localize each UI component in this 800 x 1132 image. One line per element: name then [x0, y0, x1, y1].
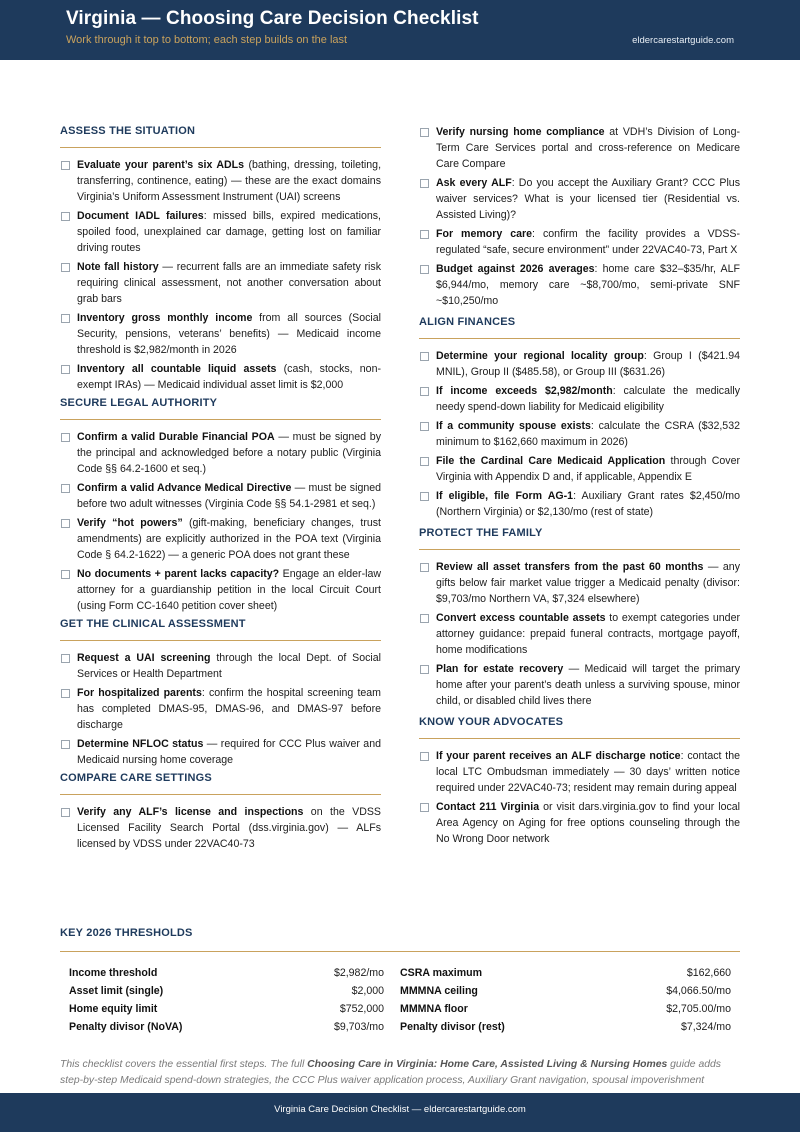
- thresholds-section: [60, 926, 740, 1039]
- checklist-item-lead: Review all asset transfers from the past 60 months: [436, 561, 704, 573]
- checkbox[interactable]: [420, 230, 429, 239]
- section-heading-assess: ASSESS THE SITUATION: [60, 124, 381, 148]
- checklist-item: [419, 175, 740, 223]
- checklist-item-text: [77, 157, 381, 205]
- section-heading-family: PROTECT THE FAMILY: [419, 526, 740, 550]
- thresholds-heading: KEY 2026 THRESHOLDS: [60, 926, 740, 952]
- checklist-item: [419, 559, 740, 607]
- checklist-item-lead: Document IADL failures: [77, 210, 204, 222]
- checklist-item: [60, 429, 381, 477]
- checklist-item-lead: Confirm a valid Advance Medical Directive: [77, 482, 292, 494]
- checklist-item: [60, 259, 381, 307]
- checkbox[interactable]: [61, 484, 70, 493]
- checklist-item-text: [436, 175, 740, 223]
- checklist-item-lead: Budget against 2026 averages: [436, 263, 595, 275]
- checklist-item-text: [77, 208, 381, 256]
- checklist-item-text: [436, 799, 740, 847]
- checklist-item-text: [436, 418, 740, 450]
- checklist-advocates: [419, 748, 740, 847]
- threshold-value: $2,705.00/mo: [666, 1003, 731, 1015]
- checklist-item-text: [436, 453, 740, 485]
- checklist-item-detail: : home care $32–$35/hr, ALF $6,944/mo, memory care ~$8,700/mo, semi-private SNF ~$10,250/mo: [436, 263, 740, 307]
- checklist-item-text: [436, 226, 740, 258]
- checkbox[interactable]: [61, 689, 70, 698]
- left-column: [60, 124, 381, 855]
- checklist-item-detail: at VDH’s Division of Long-Term Care Services portal and cross-reference on Medicare Care Compare: [436, 126, 740, 170]
- checklist-assess: [60, 157, 381, 393]
- footer-text: Virginia Care Decision Checklist — eldercarestartguide.com: [274, 1104, 526, 1115]
- checklist-clinical: [60, 650, 381, 768]
- checklist-item: [419, 453, 740, 485]
- checklist-item-detail: — Medicaid will target the primary home after your parent’s death unless a surviving spouse, minor child, or disabled child lives there: [436, 663, 740, 707]
- checkbox[interactable]: [420, 614, 429, 623]
- right-column: [419, 124, 740, 850]
- page-header: [0, 0, 800, 60]
- checklist-item-lead: Verify “hot powers”: [77, 517, 183, 529]
- checklist-item-detail: to exempt categories under attorney guidance: prepaid funeral contracts, mortgage payoff, home modifications: [436, 612, 740, 656]
- checklist-compare-left: [60, 804, 381, 852]
- checklist-item-lead: File the Cardinal Care Medicaid Application: [436, 455, 666, 467]
- checklist-item-lead: Contact 211 Virginia: [436, 801, 540, 813]
- checklist-item-text: [77, 310, 381, 358]
- checklist-item-text: [77, 650, 381, 682]
- checklist-item-text: [436, 559, 740, 607]
- section-heading-finances: ALIGN FINANCES: [419, 315, 740, 339]
- checkbox[interactable]: [420, 128, 429, 137]
- checklist-item-detail: : Do you accept the Auxiliary Grant? CCC Plus waiver services? What is your licensed tier (Residential vs. Assisted Living)?: [436, 177, 740, 221]
- threshold-value: $4,066.50/mo: [666, 985, 731, 997]
- checklist-item: [419, 383, 740, 415]
- checklist-item: [419, 418, 740, 450]
- checklist-item-lead: Plan for estate recovery: [436, 663, 564, 675]
- checkbox[interactable]: [61, 365, 70, 374]
- checklist-item: [60, 804, 381, 852]
- checklist-item-lead: For hospitalized parents: [77, 687, 202, 699]
- checklist-item: [419, 661, 740, 709]
- checklist-item: [60, 208, 381, 256]
- checklist-item-detail: (gift-making, beneficiary changes, trust amendments) are explicitly authorized in the POA text (Virginia Code § 64.2-1622) — a generic POA does not grant these: [77, 517, 381, 561]
- checklist-legal: [60, 429, 381, 614]
- checklist-item-lead: Determine NFLOC status: [77, 738, 204, 750]
- checklist-item: [60, 361, 381, 393]
- checklist-item: [60, 736, 381, 768]
- checklist-item-lead: Verify any ALF’s license and inspections: [77, 806, 304, 818]
- checkbox[interactable]: [61, 161, 70, 170]
- footnote-rest: guide adds step-by-step Medicaid spend-down strategies, the CCC Plus waiver application process, Auxiliary Grant navigation, spousal impoverishment: [60, 1059, 721, 1086]
- checklist-item-detail: : contact the local LTC Ombudsman immediately — 30 days’ written notice required under 22VAC40-73; resident may remain during appeal: [436, 750, 740, 794]
- checklist-item-text: [436, 661, 740, 709]
- checkbox[interactable]: [420, 665, 429, 674]
- checklist-item: [419, 124, 740, 172]
- checklist-item: [419, 799, 740, 847]
- checklist-item-detail: : missed bills, expired medications, spoiled food, unexplained car damage, getting lost on familiar driving routes: [77, 210, 381, 254]
- checklist-item: [60, 566, 381, 614]
- threshold-value: $752,000: [339, 1003, 384, 1015]
- checklist-item-detail: or visit dars.virginia.gov to find your local Area Agency on Aging for free options counseling through the No Wrong Door network: [436, 801, 740, 845]
- checklist-item: [60, 157, 381, 205]
- checklist-item-text: [77, 259, 381, 307]
- threshold-row: [60, 967, 740, 985]
- checklist-item: [60, 310, 381, 358]
- checkbox[interactable]: [61, 740, 70, 749]
- checklist-finances: [419, 348, 740, 520]
- checklist-item-lead: Inventory all countable liquid assets: [77, 363, 277, 375]
- checklist-item-detail: Engage an elder-law attorney for a guardianship petition in the local Circuit Court (using Form CC-1640 petition cover sheet): [77, 568, 381, 612]
- threshold-value: $2,000: [351, 985, 384, 997]
- checklist-item-text: [77, 480, 381, 512]
- checklist-item-detail: from all sources (Social Security, pensions, veterans’ benefits) — Medicaid income threshold is $2,982/month in 2026: [77, 312, 381, 356]
- checklist-item-text: [77, 566, 381, 614]
- threshold-label: CSRA maximum: [400, 967, 483, 979]
- checklist-item-lead: Inventory gross monthly income: [77, 312, 253, 324]
- page-footer: [0, 1093, 800, 1132]
- checklist-item-detail: through Cover Virginia with Appendix D and, if applicable, Appendix E: [436, 455, 740, 483]
- section-heading-compare: COMPARE CARE SETTINGS: [60, 771, 381, 795]
- checklist-item-detail: (bathing, dressing, toileting, transferring, continence, eating) — these are the exact domains Virginia’s Uniform Assessment Instrument (UAI) screens: [77, 159, 382, 203]
- checklist-item-text: [77, 804, 381, 852]
- threshold-value: $9,703/mo: [333, 1021, 384, 1033]
- header-site-link[interactable]: eldercarestartguide.com: [632, 35, 734, 46]
- checkbox[interactable]: [420, 457, 429, 466]
- checklist-item-text: [436, 261, 740, 309]
- checkbox[interactable]: [420, 803, 429, 812]
- checklist-item-text: [77, 429, 381, 477]
- checklist-item-lead: Convert excess countable assets: [436, 612, 606, 624]
- checkbox[interactable]: [61, 314, 70, 323]
- threshold-row: [60, 1003, 740, 1021]
- checkbox[interactable]: [420, 179, 429, 188]
- section-heading-advocates: KNOW YOUR ADVOCATES: [419, 715, 740, 739]
- checklist-item-detail: — required for CCC Plus waiver and Medicaid nursing home coverage: [77, 738, 381, 766]
- checkbox[interactable]: [61, 808, 70, 817]
- checklist-item-lead: No documents + parent lacks capacity?: [77, 568, 280, 580]
- threshold-value: $7,324/mo: [680, 1021, 731, 1033]
- checklist-item: [60, 650, 381, 682]
- footnote: [60, 1057, 740, 1089]
- checklist-item-text: [77, 515, 381, 563]
- checklist-item-detail: : calculate the medically needy spend-down liability for Medicaid eligibility: [436, 385, 741, 413]
- checklist-item-detail: : Auxiliary Grant rates $2,450/mo (Northern Virginia) or $2,130/mo (rest of state): [436, 490, 740, 518]
- threshold-label: MMMNA ceiling: [400, 985, 478, 997]
- checklist-item: [419, 348, 740, 380]
- checklist-item-detail: on the VDSS Licensed Facility Search Portal (dss.virginia.gov) — ALFs licensed by VDSS under 22VAC40-73: [77, 806, 381, 850]
- checklist-item-text: [436, 124, 740, 172]
- checklist-item-detail: — any gifts below fair market value trigger a Medicaid penalty (divisor: $9,703/mo Northern VA, $7,324 elsewhere): [436, 561, 740, 605]
- checklist-item-lead: If a community spouse exists: [436, 420, 591, 432]
- checkbox[interactable]: [420, 422, 429, 431]
- checklist-item-lead: Note fall history: [77, 261, 159, 273]
- checklist-item: [60, 480, 381, 512]
- checklist-item-lead: If your parent receives an ALF discharge notice: [436, 750, 681, 762]
- checkbox[interactable]: [61, 654, 70, 663]
- checklist-item-lead: Ask every ALF: [436, 177, 512, 189]
- threshold-label: Home equity limit: [69, 1003, 158, 1015]
- checkbox[interactable]: [61, 519, 70, 528]
- checklist-item-text: [77, 736, 381, 768]
- checklist-item-detail: : Group I ($421.94 MNIL), Group II ($485.58), or Group III ($631.26): [436, 350, 740, 378]
- checklist-item-text: [77, 685, 381, 733]
- checklist-item-lead: For memory care: [436, 228, 533, 240]
- checklist-item-lead: If eligible, file Form AG-1: [436, 490, 574, 502]
- checklist-item-lead: Verify nursing home compliance: [436, 126, 605, 138]
- checkbox[interactable]: [420, 352, 429, 361]
- checklist-item: [419, 488, 740, 520]
- page-subtitle: Work through it top to bottom; each step builds on the last: [66, 34, 348, 46]
- checkbox[interactable]: [420, 387, 429, 396]
- threshold-row: [60, 985, 740, 1003]
- page-title: Virginia — Choosing Care Decision Checklist: [66, 8, 479, 29]
- checklist-item-lead: Confirm a valid Durable Financial POA: [77, 431, 275, 443]
- threshold-label: Penalty divisor (NoVA): [69, 1021, 183, 1033]
- checklist-item-lead: If income exceeds $2,982/month: [436, 385, 613, 397]
- checkbox[interactable]: [61, 263, 70, 272]
- checklist-item: [419, 226, 740, 258]
- checkbox[interactable]: [61, 433, 70, 442]
- checklist-item-detail: — must be signed before two adult witnesses (Virginia Code §§ 54.1-2981 et seq.): [77, 482, 382, 510]
- threshold-label: Asset limit (single): [69, 985, 164, 997]
- threshold-value: $2,982/mo: [333, 967, 384, 979]
- threshold-label: Penalty divisor (rest): [400, 1021, 505, 1033]
- checklist-item: [419, 261, 740, 309]
- checklist-item-detail: — recurrent falls are an immediate safety risk requiring clinical assessment, not another conversation about grab bars: [77, 261, 381, 305]
- checklist-item-detail: (cash, stocks, non-exempt IRAs) — Medicaid individual asset limit is $2,000: [77, 363, 381, 391]
- checklist-item-lead: Determine your regional locality group: [436, 350, 644, 362]
- checklist-item-detail: : calculate the CSRA ($32,532 minimum to $162,660 maximum in 2026): [436, 420, 740, 448]
- checklist-item-detail: — must be signed by the principal and acknowledged before a notary public (Virginia Code §§ 64.2-1600 et seq.): [77, 431, 381, 475]
- checklist-compare-right: [419, 124, 740, 309]
- thresholds-table: [60, 967, 740, 1039]
- checklist-item: [419, 610, 740, 658]
- checklist-item-text: [436, 488, 740, 520]
- checklist-item: [60, 515, 381, 563]
- threshold-label: Income threshold: [69, 967, 158, 979]
- checklist-item-detail: : confirm the facility provides a VDSS-regulated “safe, secure environment” under 22VAC40-73, Part X: [436, 228, 740, 256]
- section-heading-clinical: GET THE CLINICAL ASSESSMENT: [60, 617, 381, 641]
- threshold-label: MMMNA floor: [400, 1003, 468, 1015]
- checklist-item-lead: Evaluate your parent’s six ADLs: [77, 159, 245, 171]
- checklist-item-detail: : confirm the hospital screening team has completed DMAS-95, DMAS-96, and DMAS-97 before discharge: [77, 687, 382, 731]
- checkbox[interactable]: [420, 265, 429, 274]
- checkbox[interactable]: [61, 212, 70, 221]
- section-heading-legal: SECURE LEGAL AUTHORITY: [60, 396, 381, 420]
- checklist-item: [419, 748, 740, 796]
- footnote-book-title: Choosing Care in Virginia: Home Care, Assisted Living & Nursing Homes: [307, 1059, 668, 1070]
- checklist-item-text: [436, 348, 740, 380]
- threshold-value: $162,660: [686, 967, 731, 979]
- checkbox[interactable]: [420, 492, 429, 501]
- checklist-item: [60, 685, 381, 733]
- threshold-row: [60, 1021, 740, 1039]
- checkbox[interactable]: [420, 563, 429, 572]
- checklist-item-detail: through the local Dept. of Social Services or Health Department: [77, 652, 381, 680]
- checklist-item-lead: Request a UAI screening: [77, 652, 211, 664]
- checklist-family: [419, 559, 740, 709]
- checkbox[interactable]: [420, 752, 429, 761]
- footnote-intro: This checklist covers the essential first steps. The full: [60, 1059, 308, 1070]
- checklist-item-text: [77, 361, 381, 393]
- checklist-item-text: [436, 610, 740, 658]
- checklist-item-text: [436, 748, 740, 796]
- checklist-item-text: [436, 383, 740, 415]
- checkbox[interactable]: [61, 570, 70, 579]
